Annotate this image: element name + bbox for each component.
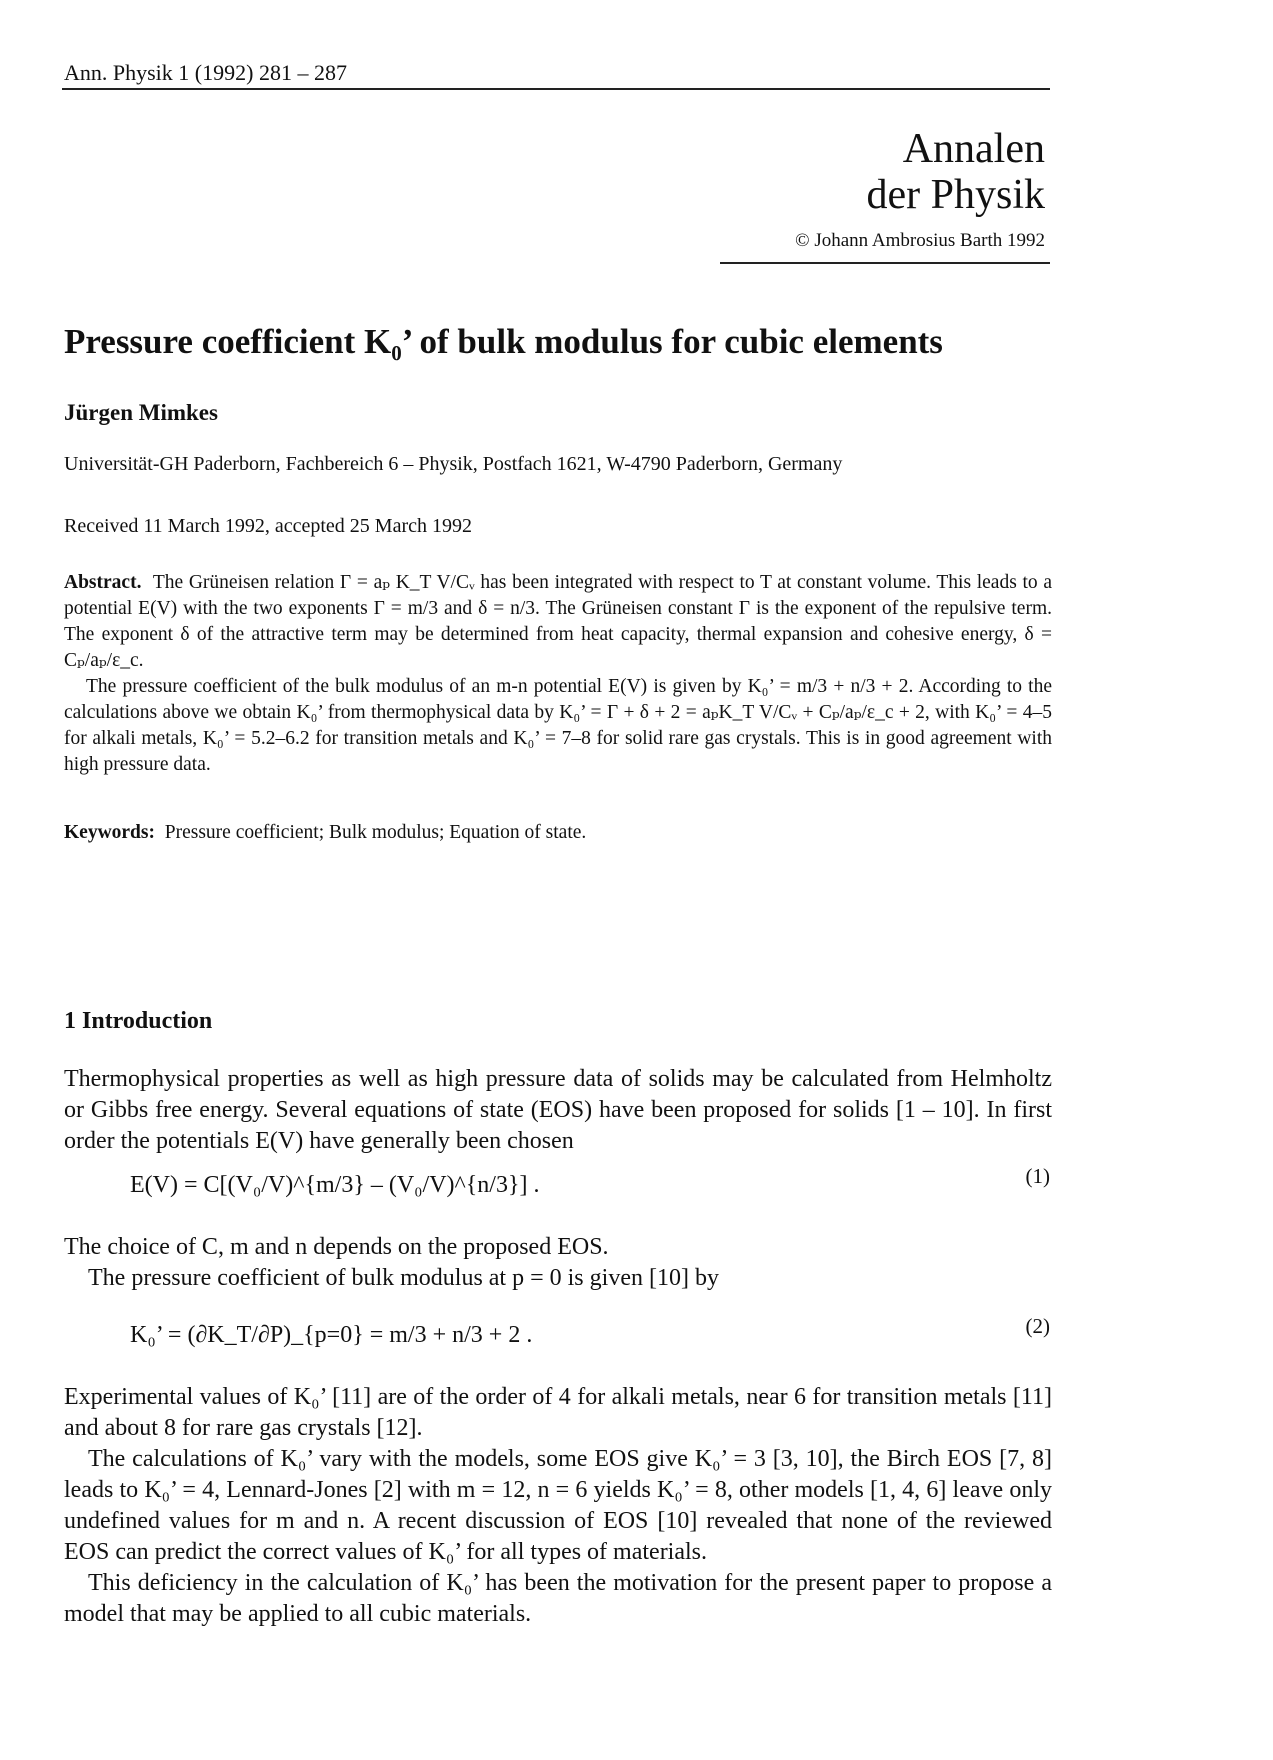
author: Jürgen Mimkes xyxy=(64,400,218,425)
abstract-paragraph-1: The Grüneisen relation Γ = aₚ K_T V/Cᵥ has been integrated with respect to T at constant volume. This leads to a potential E(V) with the two exponents Γ = m/3 and δ = n/3. The Grüneisen constant Γ is the exponent of the repulsive term. The exponent δ of the attractive term may be determined from heat capacity, thermal expansion and cohesive energy, δ = Cₚ/aₚ/ε_c. xyxy=(64,572,1053,671)
intro-text-2a: The choice of C, m and n depends on the proposed EOS. xyxy=(64,1234,609,1260)
intro-text-5: This deficiency in the calculation of K₀’ has been the motivation for the present paper to propose a model that may be applied to all cubic materials. xyxy=(64,1570,1052,1627)
received-date: Received 11 March 1992, accepted 25 March 1992 xyxy=(64,515,472,537)
paper-title: Pressure coefficient K₀’ of bulk modulus for cubic elements xyxy=(64,322,943,361)
equation-2-formula: K₀’ = (∂K_T/∂P)_{p=0} = m/3 + n/3 + 2 . xyxy=(130,1322,533,1348)
abstract-paragraph-2: The pressure coefficient of the bulk modulus of an m-n potential E(V) is given by K₀’ = m/3 + n/3 + 2. According to the calculations above we obtain K₀’ from thermophysical data by K₀’ = Γ + δ + 2 = aₚK_T V/Cᵥ + Cₚ/aₚ/ε_c + 2, with K₀’ = 4–5 for alkali metals, K₀’ = 5.2–6.2 for transition metals and K₀’ = 7–8 for solid rare gas crystals. This is in good agreement with high pressure data. xyxy=(64,676,1052,775)
running-head: Ann. Physik 1 (1992) 281 – 287 xyxy=(64,60,347,85)
journal-name-line1: Annalen xyxy=(902,126,1045,172)
equation-1-number: (1) xyxy=(1025,1164,1050,1188)
abstract-label: Abstract. xyxy=(64,572,142,593)
intro-text-3: Experimental values of K₀’ [11] are of the order of 4 for alkali metals, near 6 for transition metals [11] and about 8 for rare gas crystals [12]. xyxy=(64,1384,1052,1441)
keywords-text: Pressure coefficient; Bulk modulus; Equation of state. xyxy=(164,822,587,843)
keywords-label: Keywords: xyxy=(64,822,155,843)
affiliation: Universität-GH Paderborn, Fachbereich 6 – Physik, Postfach 1621, W-4790 Paderborn, Germany xyxy=(64,453,843,475)
intro-paragraph-1 xyxy=(64,1064,1052,1157)
equation-1 xyxy=(130,1164,1050,1206)
intro-text-4: The calculations of K₀’ vary with the models, some EOS give K₀’ = 3 [3, 10], the Birch EOS [7, 8] leads to K₀’ = 4, Lennard-Jones [2] with m = 12, n = 6 yields K₀’ = 8, other models [1, 4, 6] leave only undefined values for m and n. A recent discussion of EOS [10] revealed that none of the reviewed EOS can predict the correct values of K₀’ for all types of materials. xyxy=(64,1446,1052,1565)
intro-paragraph-3 xyxy=(64,1382,1052,1630)
journal-logo xyxy=(795,126,1045,253)
intro-paragraph-2 xyxy=(64,1232,1052,1294)
abstract xyxy=(64,570,1052,778)
copyright: © Johann Ambrosius Barth 1992 xyxy=(795,230,1045,252)
equation-1-formula: E(V) = C[(V₀/V)^{m/3} – (V₀/V)^{n/3}] . xyxy=(130,1172,540,1198)
intro-text-1: Thermophysical properties as well as high pressure data of solids may be calculated from Helmholtz or Gibbs free energy. Several equations of state (EOS) have been proposed for solids [1 – 10]. In first order the potentials E(V) have generally been chosen xyxy=(64,1066,1052,1154)
header-rule xyxy=(62,88,1050,90)
journal-rule xyxy=(720,262,1050,264)
equation-2-number: (2) xyxy=(1025,1314,1050,1338)
keywords xyxy=(64,822,586,844)
journal-name-line2: der Physik xyxy=(866,172,1045,219)
equation-2 xyxy=(130,1314,1050,1356)
intro-text-2b: The pressure coefficient of bulk modulus at p = 0 is given [10] by xyxy=(88,1265,719,1291)
section-heading: 1 Introduction xyxy=(64,1008,213,1034)
